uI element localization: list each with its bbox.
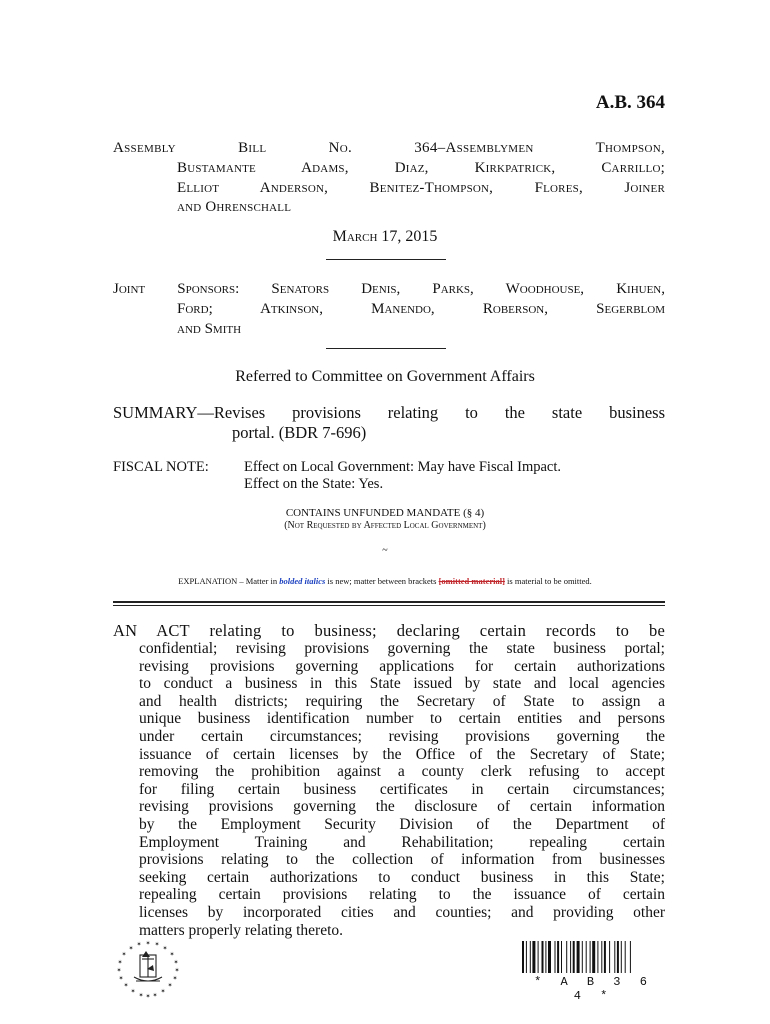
barcode-bar [614,941,615,973]
svg-text:✶: ✶ [169,951,175,958]
svg-text:✶: ✶ [123,982,129,989]
act-line: for filing certain business certificates in certain circumstances; [139,780,665,798]
act-line: by the Employment Security Division of the Department of [139,815,665,833]
act-line: unique business identification number to certain entities and persons [139,710,665,728]
barcode-bar [522,941,524,973]
barcode-bar [609,941,610,973]
bill-date: March 17, 2015 [332,228,438,245]
svg-text:✶: ✶ [167,982,173,989]
barcode-bar [570,941,571,973]
barcode-bar [526,941,527,973]
svg-text:✶: ✶ [136,941,142,948]
svg-text:✶: ✶ [145,993,151,999]
act-line: to conduct a business in this State issued by state and local agencies [139,675,665,693]
sponsors-line: and Smith [177,320,242,337]
act-line: revising provisions governing applications for certain authorizations [139,657,665,675]
svg-text:✶: ✶ [116,967,122,974]
act-line: seeking certain authorizations to conduct business in this State; [139,868,665,886]
intro-line: Elliot Anderson, Benitez-Thompson, Flores, Joiner [177,179,665,196]
double-rule [113,605,665,606]
svg-text:✶: ✶ [160,988,166,995]
explanation-bold-italics: bolded italics [279,576,326,586]
intro-line: Bustamante Adams, Diaz, Kirkpatrick, Carrillo; [177,160,665,176]
summary-line: SUMMARY—Revises provisions relating to the state business [113,403,665,422]
sponsors-line: Ford; Atkinson, Manendo, Roberson, Segerblom [177,301,665,317]
barcode-text: * A B 3 6 4 * [534,975,653,1003]
double-rule [113,601,665,603]
barcode-bar [601,941,602,973]
summary-line: portal. (BDR 7-696) [232,423,367,442]
barcode-bar [538,941,539,973]
divider [326,348,446,349]
barcode-bar [604,941,606,973]
svg-text:✶: ✶ [121,951,127,958]
fiscal-note-state: Effect on the State: Yes. [244,476,384,492]
barcode-bar [561,941,562,973]
svg-text:✶: ✶ [173,959,179,966]
barcode-bar [557,941,559,973]
act-line: provisions relating to the collection of information from businesses [139,851,665,869]
barcode-bar [573,941,575,973]
barcode-bar [530,941,531,973]
barcode [522,941,665,973]
intro-line: and Ohrenschall [177,199,292,215]
act-title-line: AN ACT relating to business; declaring certain records to be [113,621,665,640]
divider [326,259,446,260]
act-line: matters properly relating thereto. [139,921,344,939]
barcode-bar [542,941,544,973]
explanation-middle: is new; matter between brackets [327,576,437,586]
barcode-bar [532,941,535,973]
act-line: repealing certain provisions relating to the issuance of certain [139,886,665,904]
committee-referral: Referred to Committee on Government Affairs [235,368,535,385]
svg-text:✶: ✶ [128,945,134,952]
explanation-omitted: [omitted material] [438,576,505,586]
explanation-prefix: EXPLANATION – Matter in [178,576,278,586]
bill-number: A.B. 364 [595,92,665,113]
barcode-bar [597,941,598,973]
svg-text:✶: ✶ [118,975,124,982]
barcode-bar [625,941,626,973]
act-line: licenses by incorporated cities and counties; and providing other [139,903,665,921]
svg-text:✶: ✶ [154,941,160,948]
svg-text:✶: ✶ [117,959,123,966]
barcode-bar [621,941,622,973]
svg-text:✶: ✶ [138,992,144,999]
svg-text:✶: ✶ [152,992,158,999]
barcode-bar [566,941,567,973]
svg-text:✶: ✶ [130,988,136,995]
barcode-bar [545,941,546,973]
act-line: issuance of certain licenses by the Office of the Secretary of State; [139,745,665,763]
barcode-bar [630,941,631,973]
separator-tilde: ~ [382,545,388,556]
joint-sponsors-line: Joint Sponsors: Senators Denis, Parks, Woodhouse, Kihuen, [113,281,665,297]
barcode-bar [555,941,556,973]
joint-sponsors [177,300,665,339]
barcode-bar [592,941,595,973]
act-line: removing the prohibition against a county clerk refusing to accept [139,763,665,781]
svg-text:✶: ✶ [162,945,168,952]
bill-intro-line: Assembly Bill No. 364–Assemblymen Thompson, [113,140,665,156]
unfunded-mandate: CONTAINS UNFUNDED MANDATE (§ 4) [285,507,485,519]
act-line: revising provisions governing the disclosure of certain information [139,798,665,816]
act-line: and health districts; requiring the Secretary of State to assign a [139,692,665,710]
barcode-bar [548,941,551,973]
svg-text:✶: ✶ [145,940,151,947]
fiscal-note-label: FISCAL NOTE: [113,459,209,475]
unfunded-mandate-note: (Not Requested by Affected Local Government) [284,520,486,531]
svg-text:✶: ✶ [172,975,178,982]
svg-text:✶: ✶ [174,967,180,974]
barcode-bar [586,941,587,973]
act-line: confidential; revising provisions governing the state business portal; [139,640,665,657]
explanation-note [0,576,770,586]
nevada-state-seal-icon [112,939,184,999]
act-line: under certain circumstances; revising provisions governing the [139,727,665,745]
barcode-bar [582,941,583,973]
act-title-body [139,640,665,939]
act-line: Employment Training and Rehabilitation; repealing certain [139,833,665,851]
bill-intro-sponsors [177,159,665,218]
barcode-bar [617,941,619,973]
barcode-bar [577,941,580,973]
barcode-bar [590,941,591,973]
fiscal-note-local: Effect on Local Government: May have Fiscal Impact. [244,459,562,475]
explanation-suffix: is material to be omitted. [507,576,592,586]
